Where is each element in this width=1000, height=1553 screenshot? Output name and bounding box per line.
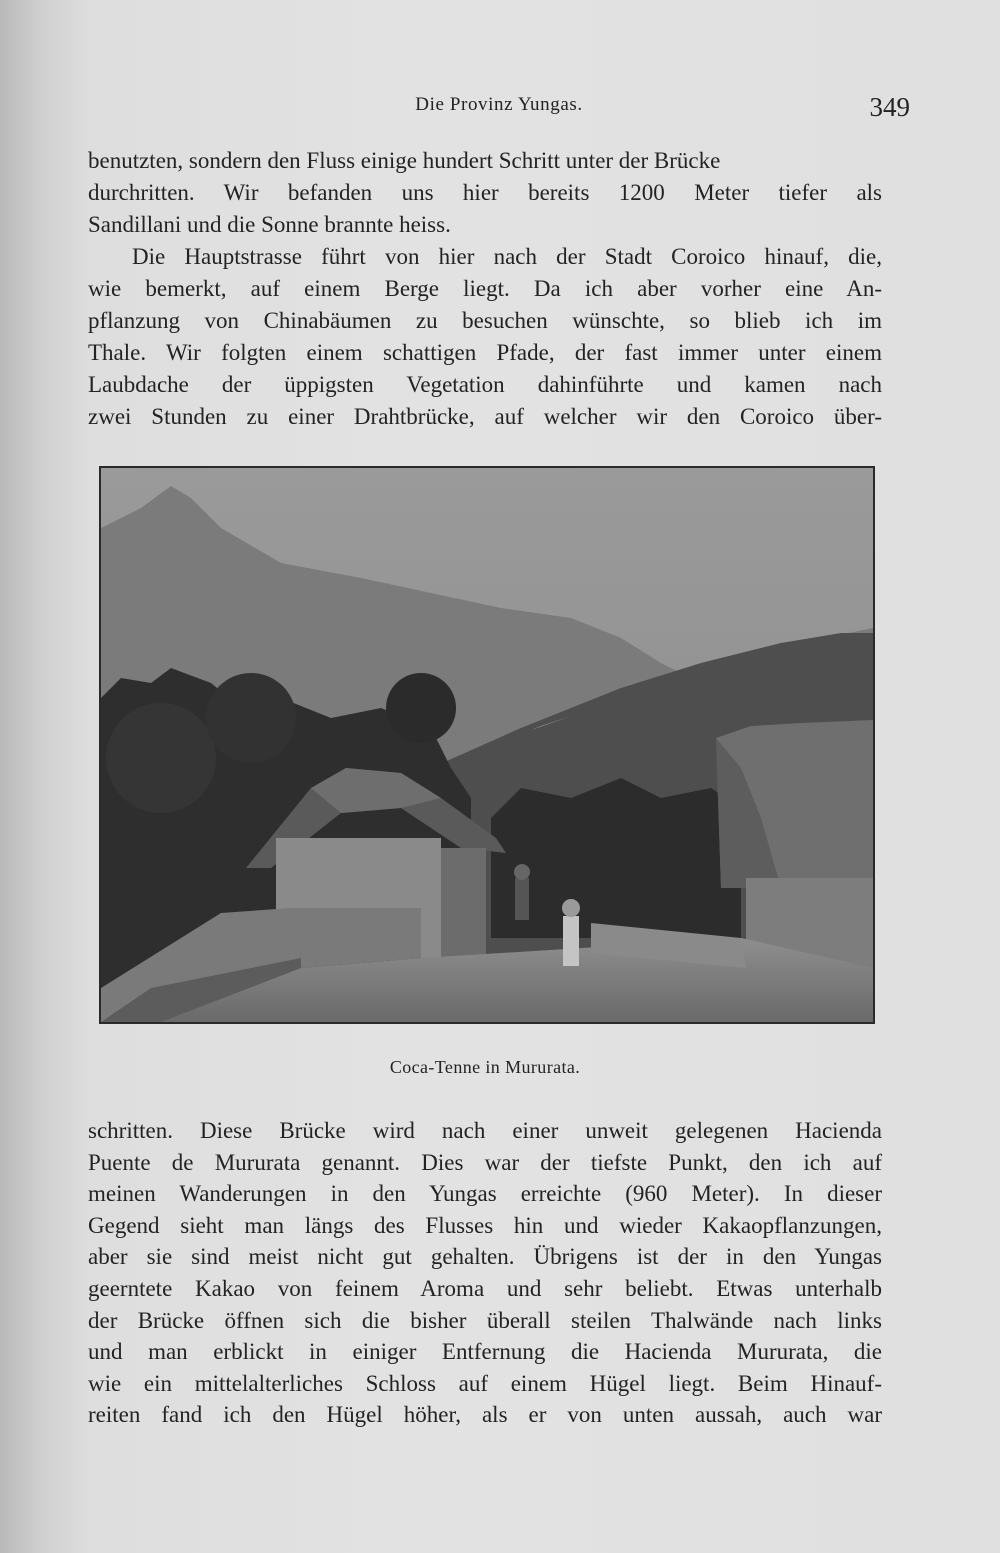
text-line: benutzten, sondern den Fluss einige hundert Schritt unter der Brücke — [88, 148, 721, 173]
text-line: Laubdache der üppigsten Vegetation dahinführte und kamen nach — [88, 372, 882, 397]
text-line: durchritten. Wir befanden uns hier bereits 1200 Meter tiefer als — [88, 180, 882, 205]
text-line: Puente de Mururata genannt. Dies war der tiefste Punkt, den ich auf — [88, 1149, 882, 1175]
text-line: der Brücke öffnen sich die bisher überall steilen Thalwände nach links — [88, 1307, 882, 1333]
text-line: zwei Stunden zu einer Drahtbrücke, auf welcher wir den Coroico über- — [88, 404, 882, 429]
text-line: schritten. Diese Brücke wird nach einer unweit gelegenen Hacienda — [88, 1118, 882, 1143]
running-head — [88, 92, 910, 132]
text-line: und man erblickt in einiger Entfernung die Hacienda Mururata, die — [88, 1339, 882, 1365]
text-line: geerntete Kakao von feinem Aroma und sehr beliebt. Etwas unterhalb — [88, 1275, 882, 1301]
running-title: Die Provinz Yungas. — [415, 94, 583, 115]
photograph-drawing — [101, 468, 873, 1022]
figure-caption: Coca-Tenne in Mururata. — [389, 1057, 581, 1077]
text-block-bottom — [88, 1115, 882, 1431]
text-line: Sandillani und die Sonne brannte heiss. — [88, 212, 451, 237]
page-number: 349 — [869, 92, 910, 122]
text-line: Thale. Wir folgten einem schattigen Pfade, der fast immer unter einem — [88, 340, 882, 365]
text-line: reiten fand ich den Hügel höher, als er von unten aussah, auch war — [88, 1402, 882, 1428]
photograph-coca-drying-yard — [99, 466, 875, 1024]
text-line: meinen Wanderungen in den Yungas erreichte (960 Meter). In dieser — [88, 1181, 882, 1207]
text-block-top — [88, 145, 882, 433]
text-line: wie ein mittelalterliches Schloss auf einem Hügel liegt. Beim Hinauf- — [88, 1370, 882, 1396]
text-line: wie bemerkt, auf einem Berge liegt. Da ich aber vorher eine An- — [88, 276, 882, 301]
text-line: aber sie sind meist nicht gut gehalten. Übrigens ist der in den Yungas — [88, 1244, 882, 1270]
text-line: Die Hauptstrasse führt von hier nach der Stadt Coroico hinauf, die, — [132, 244, 882, 269]
text-line: pflanzung von Chinabäumen zu besuchen wünschte, so blieb ich im — [88, 308, 882, 333]
text-line: Gegend sieht man längs des Flusses hin und wieder Kakaopflanzungen, — [88, 1212, 882, 1238]
